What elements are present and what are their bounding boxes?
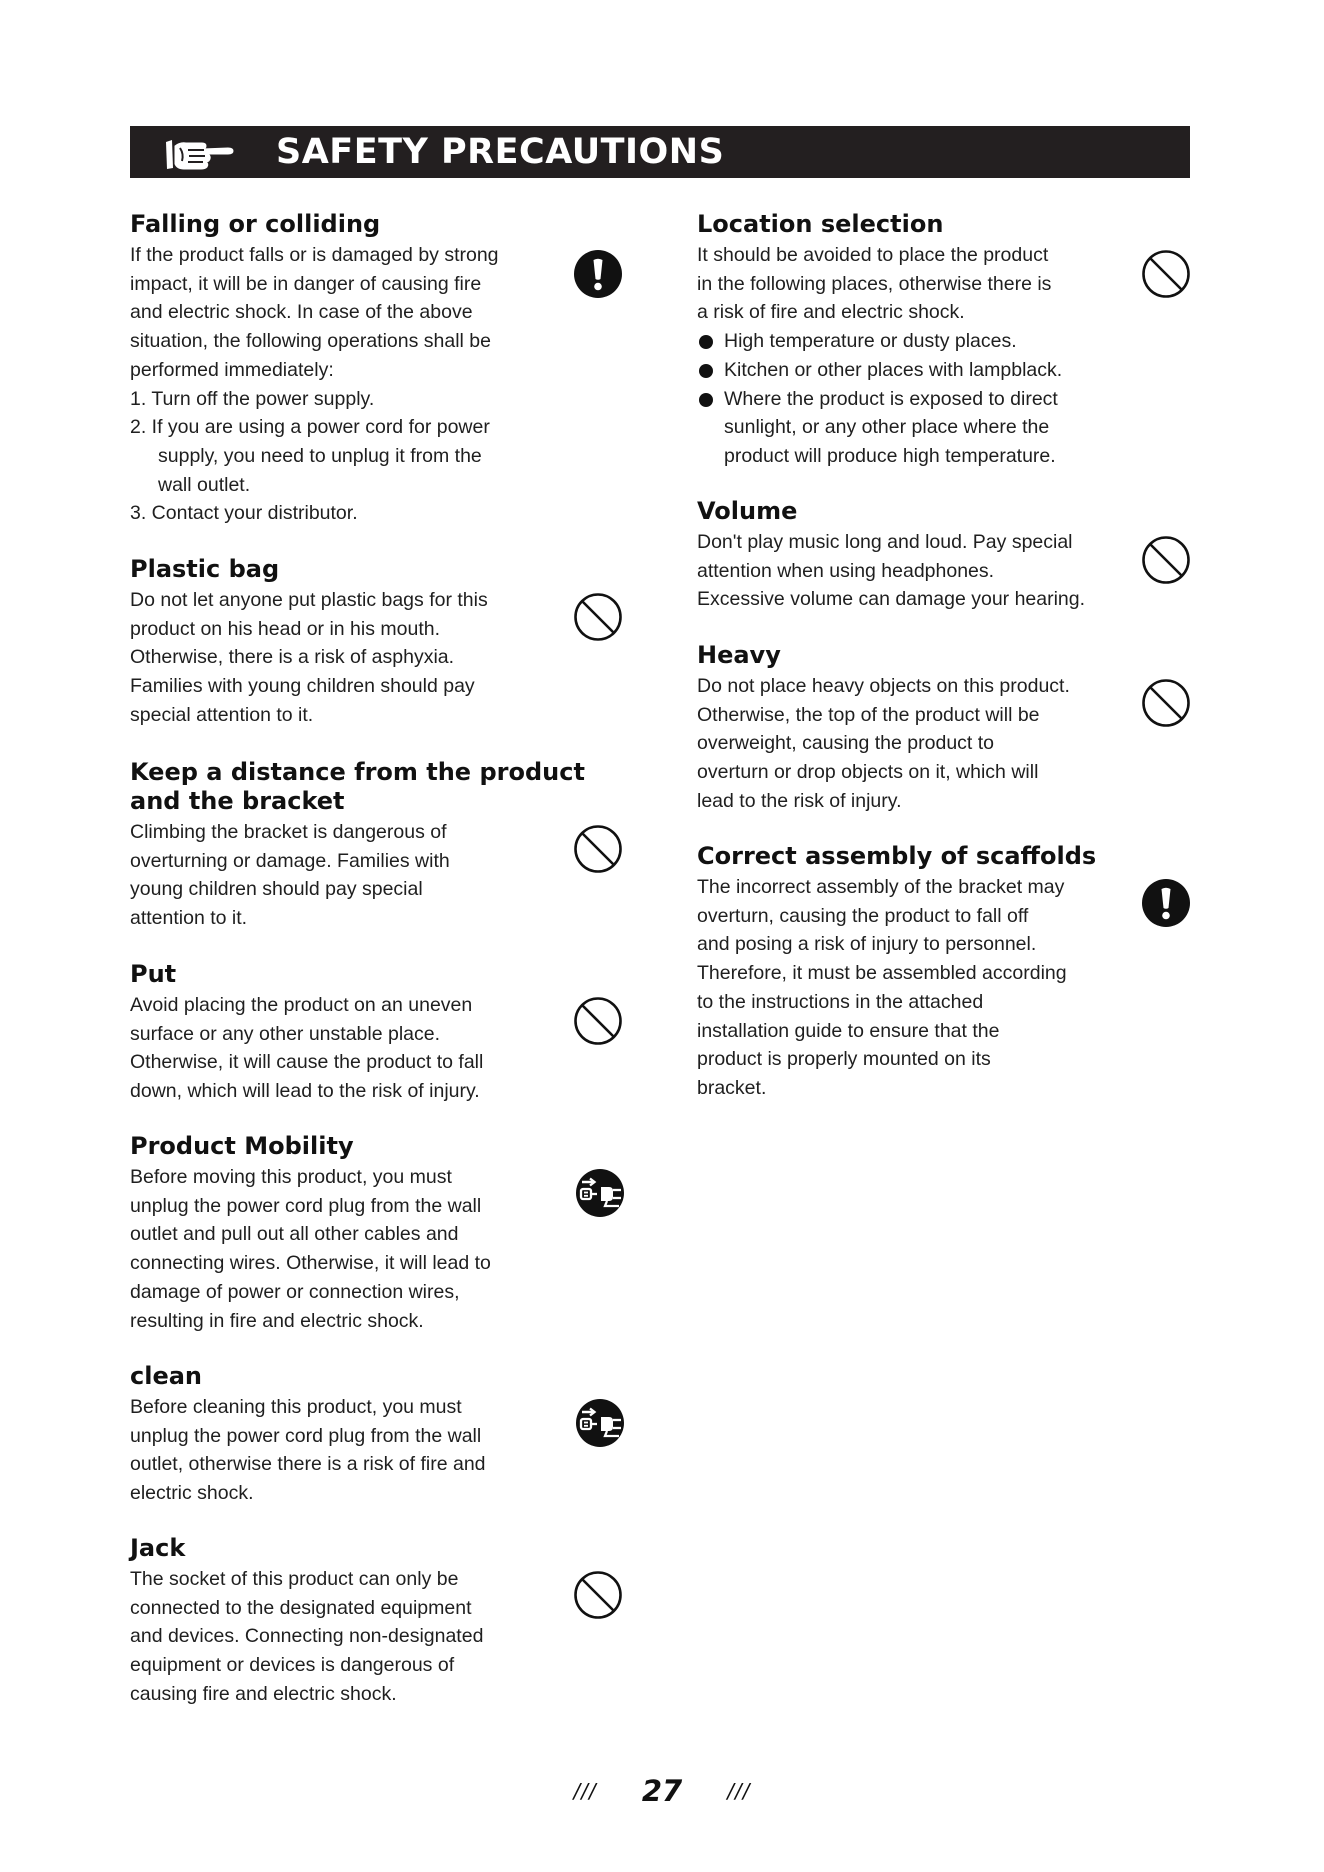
body-line: Therefore, it must be assembled according [697, 962, 1067, 985]
section-body [130, 1393, 570, 1508]
step-item: 1. Turn off the power supply. [130, 387, 375, 410]
body-line: Otherwise, there is a risk of asphyxia. [130, 646, 455, 669]
prohibition-icon [573, 592, 623, 642]
section-body [130, 241, 570, 528]
body-line: overturning or damage. Families with [130, 849, 450, 872]
body-line: performed immediately: [130, 358, 334, 381]
bullet-item [697, 356, 1137, 385]
body-line: Before moving this product, you must [130, 1166, 452, 1188]
section-body [130, 1565, 570, 1709]
bullet-dot [699, 393, 713, 407]
section-body [130, 586, 570, 730]
section-falling-or-colliding [130, 210, 570, 528]
body-line: connected to the designated equipment [130, 1596, 472, 1619]
body-line: unplug the power cord plug from the wall [130, 1194, 482, 1217]
body-line: and posing a risk of injury to personnel. [697, 933, 1037, 956]
body-line: resulting in fire and electric shock. [130, 1309, 424, 1332]
body-line: and electric shock. In case of the above [130, 301, 473, 324]
body-line: a risk of fire and electric shock. [697, 301, 965, 324]
bullet-continuation: product will produce high temperature. [724, 444, 1056, 467]
bullet-item [697, 385, 1137, 414]
body-line: If the product falls or is damaged by strong [130, 244, 499, 266]
body-line: situation, the following operations shall be [130, 330, 491, 353]
section-title-line: Keep a distance from the product [130, 758, 585, 786]
section-body [697, 672, 1137, 816]
step-item-continuation: supply, you need to unplug it from the [158, 444, 482, 467]
section-product-mobility [130, 1132, 570, 1335]
section-body [697, 528, 1137, 614]
section-title: Product Mobility [130, 1132, 354, 1160]
body-line: overturn, causing the product to fall off [697, 904, 1029, 927]
bullet-dot [699, 335, 713, 349]
body-line: connecting wires. Otherwise, it will lead to [130, 1252, 491, 1275]
section-body [130, 991, 570, 1106]
body-line: and devices. Connecting non-designated [130, 1625, 484, 1648]
step-item: 3. Contact your distributor. [130, 502, 358, 525]
section-body [130, 818, 590, 933]
step-item-continuation: wall outlet. [158, 473, 251, 496]
body-line: product is properly mounted on its [697, 1048, 991, 1071]
section-title: clean [130, 1362, 203, 1390]
prohibition-icon [573, 824, 623, 874]
body-line: Before cleaning this product, you must [130, 1396, 462, 1418]
body-line: Excessive volume can damage your hearing. [697, 588, 1086, 611]
body-line: Don't play music long and loud. Pay special [697, 531, 1073, 553]
step-item: 2. If you are using a power cord for power [130, 416, 490, 439]
section-body [130, 1163, 570, 1335]
body-line: unplug the power cord plug from the wall [130, 1424, 482, 1447]
body-line: bracket. [697, 1076, 767, 1099]
header-bar [130, 126, 1190, 178]
section-plastic-bag [130, 555, 570, 730]
section-title: Volume [697, 497, 798, 525]
section-title: Jack [130, 1534, 186, 1562]
footer-decoration: /// [727, 1779, 751, 1803]
bullet-text: High temperature or dusty places. [724, 330, 1017, 353]
body-line: overweight, causing the product to [697, 732, 995, 755]
section-title: Heavy [697, 641, 781, 669]
section-body [697, 241, 1137, 471]
bullet-dot [699, 364, 713, 378]
body-line: outlet, otherwise there is a risk of fire and [130, 1453, 486, 1476]
section-clean [130, 1362, 570, 1508]
mandatory-exclamation-icon [573, 249, 623, 299]
bullet-item [697, 327, 1137, 356]
body-line: outlet and pull out all other cables and [130, 1223, 459, 1246]
body-line: The incorrect assembly of the bracket may [697, 876, 1065, 898]
body-line: product on his head or in his mouth. [130, 617, 441, 640]
body-line: overturn or drop objects on it, which will [697, 761, 1039, 784]
bullet-continuation: sunlight, or any other place where the [724, 416, 1050, 439]
bullet-text: Kitchen or other places with lampblack. [724, 358, 1063, 381]
body-line: The socket of this product can only be [130, 1568, 459, 1590]
body-line: attention to it. [130, 907, 248, 930]
section-title [130, 758, 590, 816]
body-line: equipment or devices is dangerous of [130, 1654, 455, 1677]
page-number: 27 [641, 1774, 683, 1808]
body-line: damage of power or connection wires, [130, 1280, 460, 1303]
pointing-hand-icon [162, 134, 238, 172]
unplug-icon [575, 1168, 625, 1218]
prohibition-icon [1141, 535, 1191, 585]
body-line: special attention to it. [130, 703, 314, 726]
body-line: Climbing the bracket is dangerous of [130, 821, 447, 843]
prohibition-icon [573, 996, 623, 1046]
body-line: causing fire and electric shock. [130, 1682, 397, 1705]
section-keep-distance [130, 758, 590, 933]
section-title: Correct assembly of scaffolds [697, 842, 1097, 870]
prohibition-icon [1141, 678, 1191, 728]
body-line: impact, it will be in danger of causing fire [130, 272, 482, 295]
body-line: attention when using headphones. [697, 559, 995, 582]
body-line: Do not place heavy objects on this product. [697, 675, 1070, 697]
body-line: in the following places, otherwise there is [697, 272, 1052, 295]
section-correct-assembly [697, 842, 1157, 1103]
section-title: Plastic bag [130, 555, 280, 583]
body-line: lead to the risk of injury. [697, 789, 902, 812]
section-volume [697, 497, 1137, 614]
body-line: young children should pay special [130, 878, 423, 901]
mandatory-exclamation-icon [1141, 878, 1191, 928]
page-title: SAFETY PRECAUTIONS [276, 132, 725, 172]
section-location-selection [697, 210, 1137, 471]
prohibition-icon [1141, 249, 1191, 299]
body-line: electric shock. [130, 1482, 254, 1505]
section-put [130, 960, 570, 1106]
unplug-icon [575, 1398, 625, 1448]
body-line: Do not let anyone put plastic bags for this [130, 589, 488, 611]
section-title: Falling or colliding [130, 210, 381, 238]
page-footer [0, 1774, 1324, 1808]
body-line: down, which will lead to the risk of injury. [130, 1080, 480, 1103]
body-line: surface or any other unstable place. [130, 1022, 441, 1045]
section-title-line: and the bracket [130, 787, 345, 815]
body-line: Families with young children should pay [130, 675, 475, 698]
section-body [697, 873, 1157, 1103]
section-title: Put [130, 960, 177, 988]
section-title: Location selection [697, 210, 944, 238]
prohibition-icon [573, 1570, 623, 1620]
bullet-text: Where the product is exposed to direct [724, 387, 1058, 410]
footer-decoration: /// [573, 1779, 597, 1803]
section-heavy [697, 641, 1137, 816]
body-line: Otherwise, the top of the product will be [697, 703, 1040, 726]
body-line: installation guide to ensure that the [697, 1019, 1000, 1042]
body-line: Otherwise, it will cause the product to fall [130, 1051, 484, 1074]
body-line: to the instructions in the attached [697, 990, 984, 1013]
body-line: It should be avoided to place the product [697, 244, 1049, 266]
section-jack [130, 1534, 570, 1709]
body-line: Avoid placing the product on an uneven [130, 994, 473, 1016]
